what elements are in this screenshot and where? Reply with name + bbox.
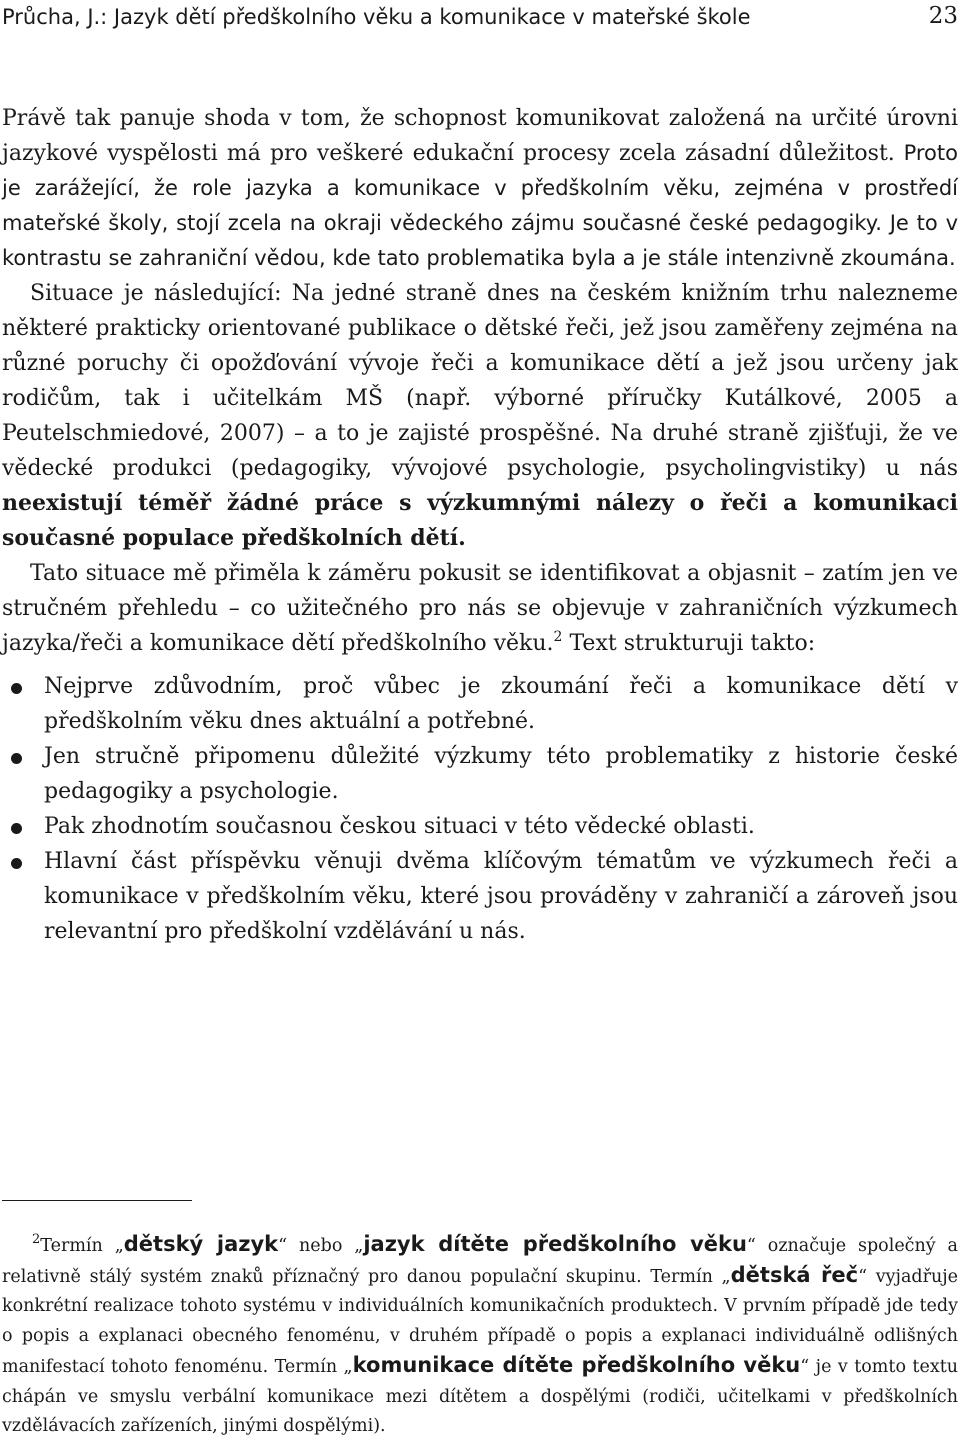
footnote-term-4: komunikace dítěte předškolního věku xyxy=(353,1353,801,1377)
list-item-text: Hlavní část příspěvku věnuji dvěma klíčovým tématům ve výzkumech řeči a komunikace v předškolním věku, které jsou prováděny v zahraničí a zároveň jsou relevantní pro předškolní vzdělávání u nás. xyxy=(44,849,958,944)
footnote-divider xyxy=(2,1200,192,1201)
footnote-term-3: dětská řeč xyxy=(731,1263,858,1287)
running-head xyxy=(2,0,958,34)
paragraph-1-sentence-3: Je to v kontrastu se zahraniční vědou, kde tato problematika byla a je stále intenzivně zkoumána. xyxy=(2,211,958,270)
paragraph-3 xyxy=(2,556,958,661)
paragraph-3-text-a: Tato situace mě přiměla k záměru pokusit se identifikovat a objasnit – zatím jen ve stručném přehledu – co užitečného pro nás se objevuje v zahraničních výzkumech jazyka/řeči a komunikace dětí předškolního věku. xyxy=(2,561,958,656)
footnote-text-5: “ je v tomto textu chápán ve smyslu verbální komunikace mezi dítětem a dospělými (rodiči, učitelkami v předškolních vzdělávacích zařízeních, jinými dospělými). xyxy=(2,1357,958,1436)
paragraph-3-text-b: Text strukturuji takto: xyxy=(562,631,815,656)
paragraph-2 xyxy=(2,276,958,556)
footnote-reference[interactable]: 2 xyxy=(554,629,563,645)
paragraph-1 xyxy=(2,101,958,276)
list-item-text: Jen stručně připomenu důležité výzkumy této problematiky z historie české pedagogiky a psychologie. xyxy=(44,744,958,804)
footnote-term-1: dětský jazyk xyxy=(124,1232,278,1256)
footnote-text-4: “ vyjadřuje konkrétní realizace tohoto systému v individuálních komunikačních produktech. V prvním případě jde tedy o popis a explanaci obecného fenoménu, v druhém případě o popis a explanaci individuálně odlišných manifestací tohoto fenoménu. Termín „ xyxy=(2,1267,958,1377)
list-item xyxy=(2,844,958,949)
footnote xyxy=(2,1230,958,1441)
body-text xyxy=(2,101,958,949)
list-item xyxy=(2,739,958,809)
list-item xyxy=(2,669,958,739)
bullet-icon xyxy=(11,683,22,694)
bullet-icon xyxy=(11,858,22,869)
paragraph-1-sentence-2: Proto je zarážející, že role jazyka a komunikace v předškolním věku, zejména v prostředí mateřské školy, stojí zcela na okraji vědeckého zájmu současné české pedagogiky. xyxy=(2,141,958,235)
page-number: 23 xyxy=(929,1,958,31)
paragraph-2-bold-finding: neexistují téměř žádné práce s výzkumnými nálezy o řeči a komunikaci současné populace předškolních dětí. xyxy=(2,490,958,551)
footnote-marker: 2 xyxy=(32,1232,40,1247)
paragraph-1-sentence-1: Právě tak panuje shoda v tom, že schopnost komunikovat založená na určité úrovni jazykové vyspělosti má pro veškeré edukační procesy zcela zásadní důležitost. xyxy=(2,106,958,166)
running-head-title: Průcha, J.: Jazyk dětí předškolního věku a komunikace v mateřské škole xyxy=(2,2,751,32)
footnote-text-3: “ označuje společný a relativně stálý systém znaků příznačný pro danou populační skupinu. Termín „ xyxy=(2,1236,958,1287)
paragraph-2-text-a: Situace je následující: Na jedné straně dnes na českém knižním trhu nalezneme některé prakticky orientované publikace o dětské řeči, jež jsou zaměřeny zejména na různé poruchy či opožďování vývoje řeči a komunikace dětí a jež jsou určeny jak rodičům, tak i učitelkám MŠ (např. xyxy=(2,281,958,411)
paragraph-2-text-c: Na druhé straně zjišťuji, že ve vědecké produkci (pedagogiky, vývojové psychologie, psycholingvistiky) u nás xyxy=(2,421,958,481)
bullet-icon xyxy=(11,753,22,764)
footnote-term-2: jazyk dítěte předškolního věku xyxy=(363,1232,747,1256)
list-item-text: Nejprve zdůvodním, proč vůbec je zkoumání řeči a komunikace dětí v předškolním věku dnes aktuální a potřebné. xyxy=(44,674,958,734)
list-item xyxy=(2,809,958,844)
footnote-text-2: “ nebo „ xyxy=(278,1236,363,1256)
footnote-text-1: Termín „ xyxy=(40,1236,123,1256)
bullet-icon xyxy=(11,823,22,834)
list-item-text: Pak zhodnotím současnou českou situaci v této vědecké oblasti. xyxy=(44,814,755,839)
structure-list xyxy=(2,669,958,949)
paragraph-2-text-b: výborné příručky Kutálkové, 2005 a Peutelschmiedové, 2007) – a to je zajisté prospěšné. xyxy=(2,386,958,446)
